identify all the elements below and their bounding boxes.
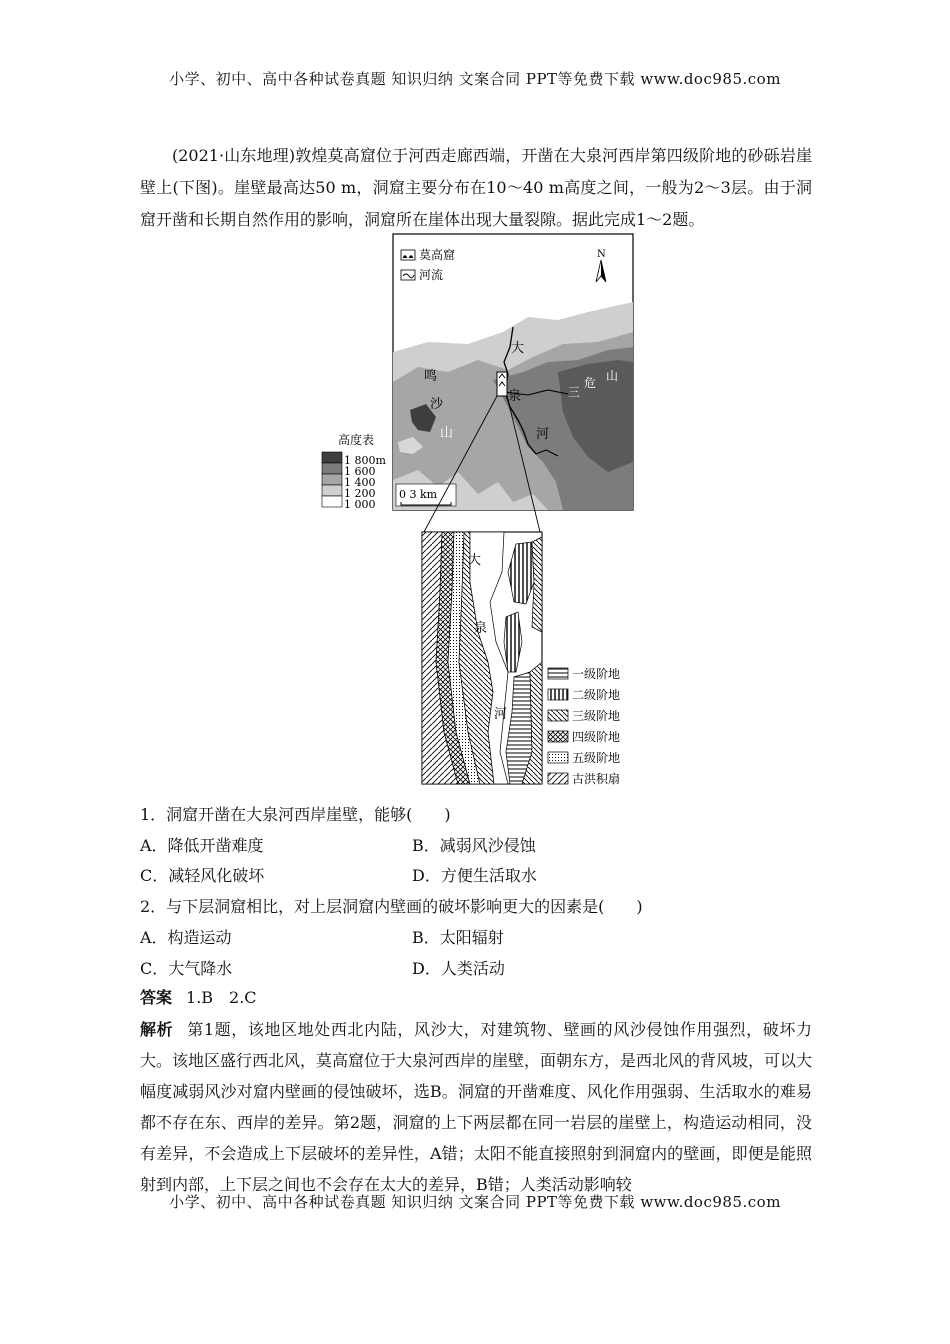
q1-option-c: C．减轻风化破坏 (140, 866, 265, 885)
inset-label-da: 大 (468, 553, 482, 568)
q1-option-d: D．方便生活取水 (412, 866, 537, 885)
q2-option-a: A．构造运动 (140, 928, 232, 947)
page-header: 小学、初中、高中各种试卷真题 知识归纳 文案合同 PPT等免费下载 www.doc985.com (169, 70, 781, 88)
terrace-legend (548, 666, 620, 786)
legend-terrace-1: 一级阶地 (572, 667, 621, 681)
map-label-shan2: 山 (606, 369, 619, 383)
figure-map (318, 232, 638, 792)
q1-option-b: B．减弱风沙侵蚀 (412, 836, 536, 855)
q2-option-d: D．人类活动 (412, 959, 505, 978)
terrace-inset (422, 532, 542, 784)
legend-river-label: 河流 (419, 268, 444, 282)
q2-option-c: C．大气降水 (140, 959, 233, 978)
height-1200: 1 200 (344, 487, 376, 500)
answer-label: 答案 (140, 988, 173, 1007)
analysis-block (140, 1014, 812, 1200)
map-label-he: 河 (536, 427, 550, 442)
inset-label-he: 河 (494, 707, 508, 722)
legend-alluvial-fan: 古洪积扇 (572, 772, 621, 786)
analysis-text: 第1题，该地区地处西北内陆，风沙大，对建筑物、壁画的风沙侵蚀作用强烈，破坏力大。该地区盛行西北风，莫高窟位于大泉河西岸的崖壁，面朝东方，是西北风的背风坡，可以大幅度减弱风沙对窟内壁画的侵蚀破坏，选B。洞窟的开凿难度、风化作用强弱、生活取水的难易都不存在东、西岸的差异。第2题，洞窟的上下两层都在同一岩层的崖壁上，构造运动相同，没有差异，不会造成上下层破坏的差异性，A错；太阳不能直接照射到洞窟内的壁画，即便是能照射到内部，上下层之间也不会存在太大的差异，B错；人类活动影响较 (140, 1020, 813, 1194)
q1-stem: 1．洞窟开凿在大泉河西岸崖壁，能够( ) (140, 805, 451, 824)
legend-terrace-3: 三级阶地 (572, 709, 621, 723)
analysis-label: 解析 (140, 1020, 174, 1039)
question-intro: (2021·山东地理)敦煌莫高窟位于河西走廊西端，开凿在大泉河西岸第四级阶地的砂砾岩崖壁上(下图)。崖壁最高达50 m，洞窟主要分布在10～40 m高度之间，一般为2～3层。由于洞窟开凿和长期自然作用的影响，洞窟所在崖体出现大量裂隙。据此完成1～2题。 (140, 146, 812, 229)
inset-label-quan: 泉 (474, 621, 488, 636)
answer-text: 1.B 2.C (186, 988, 257, 1007)
topo-map (393, 234, 633, 510)
map-label-quan: 泉 (508, 389, 522, 404)
page-footer: 小学、初中、高中各种试卷真题 知识归纳 文案合同 PPT等免费下载 www.doc985.com (169, 1193, 781, 1211)
height-1800: 1 800m (344, 454, 386, 467)
legend-mogao-label: 莫高窟 (419, 248, 456, 262)
map-label-wei: 危 (584, 376, 597, 390)
legend-terrace-4: 四级阶地 (572, 730, 621, 744)
height-key-title: 高度表 (338, 433, 375, 447)
legend-terrace-2: 二级阶地 (572, 688, 621, 702)
q2-stem: 2．与下层洞窟相比，对上层洞窟内壁画的破坏影响更大的因素是( ) (140, 897, 643, 916)
north-label: N (597, 249, 606, 260)
q2-option-b: B．太阳辐射 (412, 928, 504, 947)
map-label-san: 三 (568, 385, 581, 399)
q1-option-a: A．降低开凿难度 (140, 836, 264, 855)
height-1400: 1 400 (344, 476, 376, 489)
map-label-da: 大 (511, 341, 525, 356)
map-label-shan: 山 (440, 426, 454, 441)
height-key (322, 432, 386, 511)
height-1000: 1 000 (344, 498, 376, 511)
map-label-ming: 鸣 (424, 369, 438, 384)
answer-line (140, 985, 257, 1008)
legend-mogao-icon (401, 250, 415, 260)
height-1600: 1 600 (344, 465, 376, 478)
legend-terrace-5: 五级阶地 (572, 751, 621, 765)
scale-label: 0 3 km (399, 488, 438, 501)
map-label-sha: 沙 (430, 397, 444, 412)
